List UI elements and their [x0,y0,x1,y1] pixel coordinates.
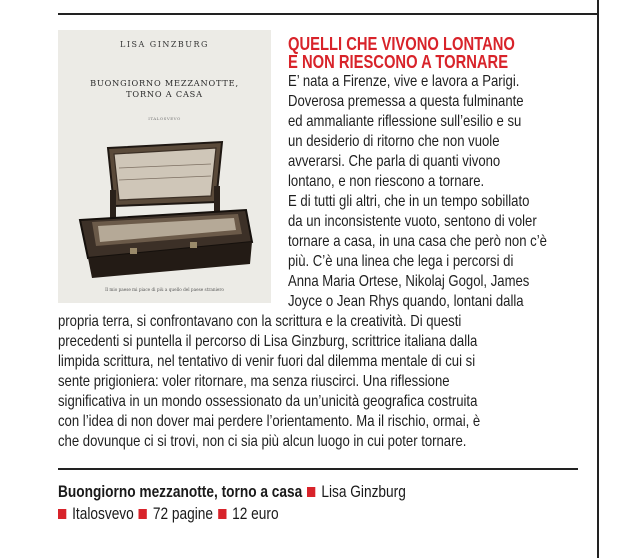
square-bullet-icon [307,487,315,497]
book-info-line-1 [58,481,406,503]
section-divider [58,468,578,470]
suitcase-illustration [70,130,260,280]
column-rule [597,0,599,558]
body-line: Joyce o Jean Rhys quando, lontani dalla [288,293,524,310]
body-line: lontano, e non riescono a tornare. [288,173,485,190]
body-line: Anna Maria Ortese, Nikolaj Gogol, James [288,273,530,290]
body-line: Doverosa premessa a questa fulminante [288,93,524,110]
cover-caption: Il mio paese mi piace di più a quello del paese straniero [105,287,224,292]
cover-publisher: ITALOSVEVO [148,116,181,121]
book-author: Lisa Ginzburg [321,483,406,501]
square-bullet-icon [139,509,147,519]
book-cover [58,30,271,303]
body-line: più. C’è una linea che lega i percorsi di [288,253,514,270]
cover-author: LISA GINZBURG [120,40,209,49]
article-headline [288,35,583,71]
body-line: che dovunque ci si trovi, non ci sia più alcun luogo in cui poter tornare. [58,433,467,450]
book-price: 12 euro [232,505,279,523]
body-line: avverarsi. Che parla di quanti vivono [288,153,501,170]
body-line: ed ammaliante riflessione sull’esilio e su [288,113,522,130]
book-title: Buongiorno mezzanotte, torno a casa [58,483,303,501]
book-publisher: Italosvevo [72,505,134,523]
headline-line-2: E NON RIESCONO A TORNARE [288,52,509,72]
body-line: sente prigioniera: voler ritornare, ma senza riuscirci. Una riflessione [58,373,450,390]
body-line: un desiderio di ritorno che non vuole [288,133,500,150]
body-line: precedenti si puntella il percorso di Lisa Ginzburg, scrittrice italiana dalla [58,333,478,350]
body-line: E’ nata a Firenze, vive e lavora a Parigi. [288,73,520,90]
body-line: propria terra, si confrontavano con la scrittura e la creatività. Di questi [58,313,462,330]
body-line: da un inconsistente vuoto, sentono di voler [288,213,537,230]
book-pages: 72 pagine [152,505,214,523]
body-line: E di tutti gli altri, che in un tempo sobillato [288,193,530,210]
square-bullet-icon [218,509,226,519]
cover-title: BUONGIORNO MEZZANOTTE, TORNO A CASA [90,78,239,99]
headline-line-1: QUELLI CHE VIVONO LONTANO [288,34,515,54]
top-rule [58,13,598,15]
body-line: significativa in un mondo ossessionato da un’unicità geografica costruita [58,393,478,410]
body-line: tornare a casa, in una casa che però non c’è [288,233,547,250]
body-line: con l’idea di non dover mai perdere l’orientamento. Ma il rischio, ormai, è [58,413,481,430]
body-line: limpida scrittura, nel tentativo di venir fuori dal dilemma mentale di cui si [58,353,476,370]
book-info-line-2 [58,503,279,525]
square-bullet-icon [58,509,66,519]
